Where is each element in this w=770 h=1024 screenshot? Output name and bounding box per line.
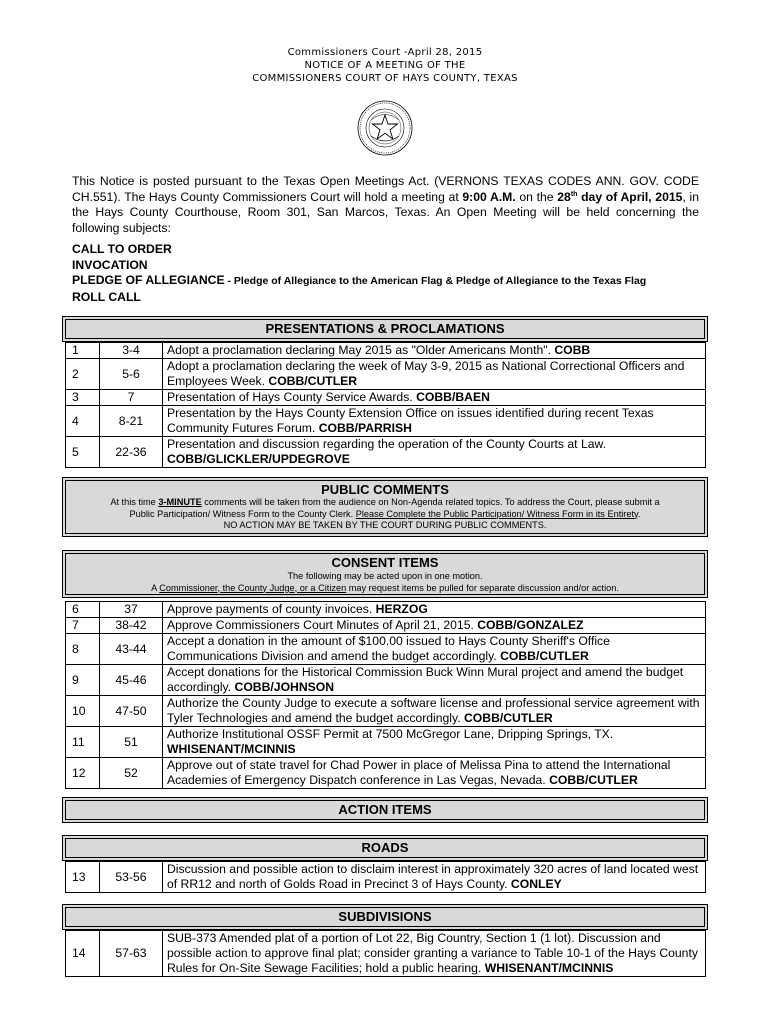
presentations-title: PRESENTATIONS & PROCLAMATIONS — [265, 321, 505, 336]
item-text: Presentation of Hays County Service Awards. — [167, 390, 417, 404]
action-items-title: ACTION ITEMS — [338, 802, 432, 817]
consent-items-table — [65, 601, 706, 789]
item-description — [163, 931, 706, 977]
item-number: 9 — [66, 665, 100, 696]
item-number: 11 — [66, 727, 100, 758]
item-text: Authorize Institutional OSSF Permit at 7500 McGregor Lane, Dripping Springs, TX. — [167, 727, 614, 741]
item-text: Discussion and possible action to disclaim interest in approximately 320 acres of land located west of RR12 and north of Golds Road in Precinct 3 of Hays County. — [167, 862, 699, 891]
item-description — [163, 602, 706, 618]
call-to-order: CALL TO ORDER — [72, 242, 172, 256]
item-sponsor: WHISENANT/MCINNIS — [167, 742, 296, 756]
item-text: Presentation by the Hays County Extension Office on issues identified during recent Texas Community Futures Forum. — [167, 406, 654, 435]
agenda-row — [66, 618, 706, 634]
item-sponsor: COBB/BAEN — [416, 390, 490, 404]
item-sponsor: WHISENANT/MCINNIS — [484, 961, 614, 975]
item-description — [163, 437, 706, 468]
item-number: 5 — [66, 437, 100, 468]
agenda-row — [66, 758, 706, 789]
item-sponsor: COBB/CUTLER — [549, 773, 638, 787]
item-pages: 37 — [100, 602, 163, 618]
item-description — [163, 359, 706, 390]
court-title: COMMISSIONERS COURT OF HAYS COUNTY, TEXAS — [252, 73, 518, 84]
item-text: Presentation and discussion regarding the operation of the County Courts at Law. — [167, 437, 607, 451]
consent-note-2: A Commissioner, the County Judge, or a Citizen may request items be pulled for separate discussion and/or action. — [151, 582, 619, 593]
agenda-row — [66, 359, 706, 390]
roads-title: ROADS — [361, 840, 409, 855]
subdivisions-table — [65, 930, 706, 977]
item-text: Approve payments of county invoices. — [167, 602, 376, 616]
notice-paragraph: This Notice is posted pursuant to the Texas Open Meetings Act. (VERNONS TEXAS CODES ANN. GOV. CODE CH.551). The Hays County Commissioners Court will hold a meeting at 9:00 A.M. on the 28th day of April, 2015, in the Hays County Courthouse, Room 301, San Marcos, Texas. An Open Meeting will be held concerning the following subjects: — [72, 174, 699, 235]
item-text: Authorize the County Judge to execute a software license and professional service agreement with Tyler Technologies and amend the budget accordingly. — [167, 696, 700, 725]
item-text: Accept donations for the Historical Commission Buck Winn Mural project and amend the budget accordingly. — [167, 665, 684, 694]
consent-items-title: CONSENT ITEMS — [331, 555, 439, 570]
agenda-row — [66, 665, 706, 696]
item-pages: 5-6 — [100, 359, 163, 390]
item-pages: 45-46 — [100, 665, 163, 696]
public-comments-box — [62, 477, 708, 537]
item-number: 12 — [66, 758, 100, 789]
item-sponsor: COBB/CUTLER — [500, 649, 589, 663]
item-text: Approve out of state travel for Chad Power in place of Melissa Pina to attend the International Academies of Emergency Dispatch conference in Las Vegas, Nevada. — [167, 758, 671, 787]
public-comments-title: PUBLIC COMMENTS — [321, 482, 449, 497]
item-description — [163, 343, 706, 359]
item-pages: 22-36 — [100, 437, 163, 468]
meeting-date-line: Commissioners Court -April 28, 2015 — [287, 47, 483, 58]
public-comments-line-2: Public Participation/ Witness Form to the County Clerk. Please Complete the Public Participation/ Witness Form in its Entirety. — [129, 508, 641, 519]
item-description — [163, 618, 706, 634]
opening-items — [72, 242, 712, 305]
agenda-row — [66, 390, 706, 406]
item-number: 3 — [66, 390, 100, 406]
item-text: SUB-373 Amended plat of a portion of Lot 22, Big Country, Section 1 (1 lot). Discussion and possible action to approve final plat; consider granting a variance to Table 10-1 of the Hays County Rules for On-Site Sewage Facilities; hold a public hearing. — [167, 931, 698, 975]
item-sponsor: COBB/CUTLER — [463, 711, 553, 725]
presentations-header — [62, 316, 708, 342]
county-seal-icon — [357, 100, 413, 156]
agenda-row — [66, 931, 706, 977]
item-number: 4 — [66, 406, 100, 437]
item-pages: 52 — [100, 758, 163, 789]
item-number: 7 — [66, 618, 100, 634]
subdivisions-title: SUBDIVISIONS — [338, 909, 432, 924]
item-description — [163, 696, 706, 727]
roads-header — [62, 835, 708, 861]
item-pages: 8-21 — [100, 406, 163, 437]
item-sponsor: COBB/CUTLER — [268, 374, 358, 388]
item-description — [163, 758, 706, 789]
item-pages: 43-44 — [100, 634, 163, 665]
item-pages: 57-63 — [100, 931, 163, 977]
subdivisions-header — [62, 904, 708, 930]
agenda-row — [66, 862, 706, 893]
public-comments-line-3: NO ACTION MAY BE TAKEN BY THE COURT DURING PUBLIC COMMENTS. — [223, 520, 547, 530]
item-description — [163, 390, 706, 406]
item-number: 6 — [66, 602, 100, 618]
item-text: Accept a donation in the amount of $100.00 issued to Hays County Sheriff's Office Communications Division and amend the budget accordingly. — [167, 634, 610, 663]
item-pages: 53-56 — [100, 862, 163, 893]
consent-items-box — [62, 550, 708, 598]
item-number: 13 — [66, 862, 100, 893]
agenda-row — [66, 727, 706, 758]
action-items-header — [62, 797, 708, 823]
item-number: 1 — [66, 343, 100, 359]
item-number: 14 — [66, 931, 100, 977]
item-sponsor: HERZOG — [375, 602, 428, 616]
consent-note-1: The following may be acted upon in one motion. — [287, 571, 483, 581]
agenda-row — [66, 634, 706, 665]
item-description — [163, 665, 706, 696]
pledge-of-allegiance: PLEDGE OF ALLEGIANCE - Pledge of Allegiance to the American Flag & Pledge of Allegiance to the Texas Flag — [72, 273, 647, 287]
notice-title: NOTICE OF A MEETING OF THE — [304, 60, 466, 71]
item-number: 2 — [66, 359, 100, 390]
public-comments-line-1: At this time 3-MINUTE comments will be taken from the audience on Non-Agenda related topics. To address the Court, please submit a — [110, 497, 660, 507]
agenda-row — [66, 696, 706, 727]
presentations-table — [65, 342, 706, 468]
item-sponsor: COBB/PARRISH — [318, 421, 412, 435]
item-pages: 3-4 — [100, 343, 163, 359]
item-number: 8 — [66, 634, 100, 665]
item-description — [163, 634, 706, 665]
item-text: Adopt a proclamation declaring the week of May 3-9, 2015 as National Correctional Officers and Employees Week. — [167, 359, 685, 388]
roads-table — [65, 861, 706, 893]
item-description — [163, 727, 706, 758]
item-sponsor: COBB/GONZALEZ — [477, 618, 584, 632]
item-text: Approve Commissioners Court Minutes of April 21, 2015. — [167, 618, 478, 632]
item-pages: 47-50 — [100, 696, 163, 727]
item-sponsor: CONLEY — [510, 877, 562, 891]
item-number: 10 — [66, 696, 100, 727]
agenda-row — [66, 437, 706, 468]
item-description — [163, 862, 706, 893]
item-pages: 7 — [100, 390, 163, 406]
agenda-row — [66, 602, 706, 618]
item-description — [163, 406, 706, 437]
agenda-row — [66, 343, 706, 359]
item-text: Adopt a proclamation declaring May 2015 as "Older Americans Month". — [167, 343, 555, 357]
item-sponsor: COBB/GLICKLER/UPDEGROVE — [167, 452, 350, 466]
roll-call: ROLL CALL — [72, 289, 141, 304]
item-pages: 51 — [100, 727, 163, 758]
item-sponsor: COBB/JOHNSON — [234, 680, 335, 694]
item-sponsor: COBB — [554, 343, 591, 357]
item-pages: 38-42 — [100, 618, 163, 634]
invocation: INVOCATION — [72, 257, 148, 272]
agenda-row — [66, 406, 706, 437]
